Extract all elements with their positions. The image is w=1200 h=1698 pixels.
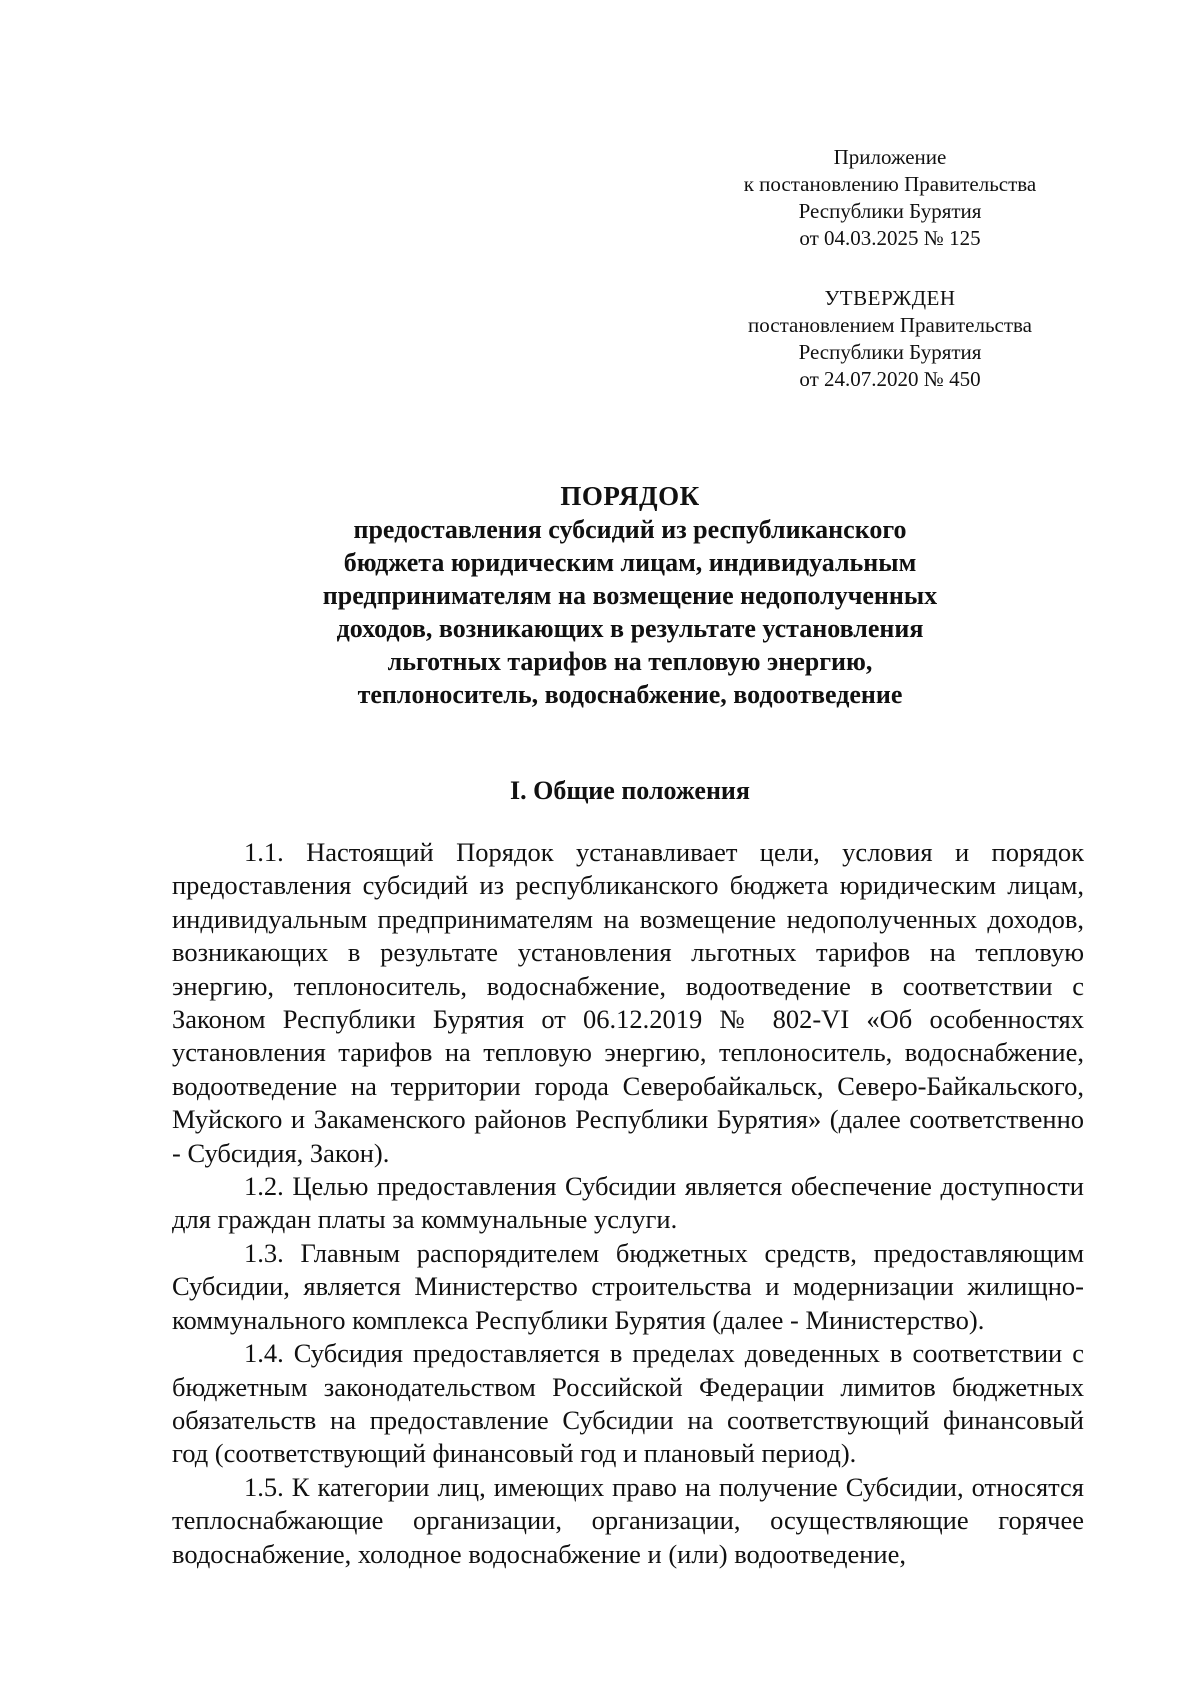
approved-line: постановлением Правительства (747, 313, 1032, 337)
document-title-block (230, 480, 1030, 711)
document-subtitle-line: бюджета юридическим лицам, индивидуальным (343, 548, 917, 577)
appendix-line: к постановлению Правительства (743, 172, 1037, 196)
paragraph-1-4: 1.4. Субсидия предоставляется в пределах доведенных в соответствии с бюджетным законодательством Российской Федерации лимитов бюджетных обязательств на предоставление Субсидии на соответствующий финансовый год (соответствующий финансовый год и плановый период). (172, 1338, 1084, 1469)
approved-label: УТВЕРЖДЕН (824, 286, 956, 310)
paragraph-1-3: 1.3. Главным распорядителем бюджетных средств, предоставляющим Субсидии, является Министерство строительства и модернизации жилищно-коммунального комплекса Республики Бурятия (далее - Министерство). (172, 1237, 1084, 1335)
document-subtitle-line: доходов, возникающих в результате установления (336, 614, 924, 643)
paragraph-1-2: 1.2. Целью предоставления Субсидии является обеспечение доступности для граждан платы за коммунальные услуги. (172, 1171, 1084, 1235)
paragraph-1-1: 1.1. Настоящий Порядок устанавливает цели, условия и порядок предоставления субсидий из республиканского бюджета юридическим лицам, индивидуальным предпринимателям на возмещение недополученных доходов, возникающих в результате установления льготных тарифов на тепловую энергию, теплоноситель, водоснабжение, водоотведение в соответствии с Законом Республики Бурятия от 06.12.2019 № 802-VI «Об особенностях установления тарифов на тепловую энергию, теплоноситель, водоснабжение, водоотведение на территории города Северобайкальск, Северо-Байкальского, Муйского и Закаменского районов Республики Бурятия» (далее соответственно - Субсидия, Закон). (172, 837, 1084, 1168)
approved-line: Республики Бурятия (798, 340, 982, 364)
document-subtitle-line: льготных тарифов на тепловую энергию, (387, 647, 873, 676)
document-subtitle-line: предоставления субсидий из республиканского (353, 515, 907, 544)
appendix-line: Приложение (833, 145, 947, 169)
appendix-block (700, 144, 1080, 252)
section-heading: I. Общие положения (510, 776, 750, 805)
approved-block (700, 285, 1080, 393)
document-subtitle-line: предпринимателям на возмещение недополученных (322, 581, 938, 610)
document-title: ПОРЯДОК (560, 481, 700, 511)
approved-date-line: от 24.07.2020 № 450 (799, 367, 981, 391)
document-subtitle-line: теплоноситель, водоснабжение, водоотведение (357, 680, 903, 709)
appendix-date-line: от 04.03.2025 № 125 (799, 226, 981, 250)
appendix-line: Республики Бурятия (798, 199, 982, 223)
body-text (172, 836, 1084, 1571)
paragraph-1-5: 1.5. К категории лиц, имеющих право на получение Субсидии, относятся теплоснабжающие организации, организации, осуществляющие горячее водоснабжение, холодное водоснабжение и (или) водоотведение, (172, 1471, 1084, 1569)
